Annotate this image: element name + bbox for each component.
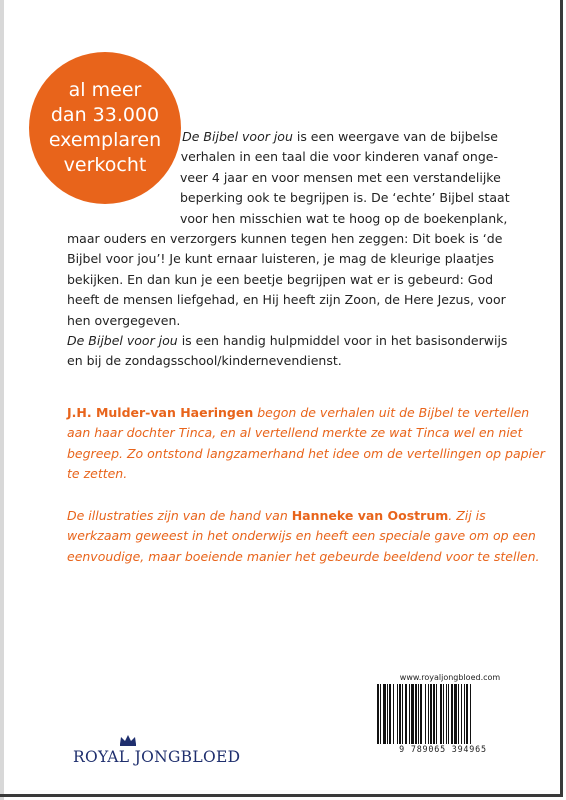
illustrator-paragraph [67, 506, 540, 567]
barcode [376, 684, 509, 744]
text-line: hen overgegeven. [67, 312, 181, 328]
text-line: J.H. Mulder-van Haeringen begon de verhalen uit de Bijbel te vertellen [67, 405, 530, 420]
author-paragraph [67, 403, 545, 485]
intro-paragraph-top [180, 127, 510, 229]
text-line: heeft de mensen liefgehad, en Hij heeft zijn Zoon, de Here Jezus, voor [67, 292, 506, 308]
text-line: werkzaam geweest in het onderwijs en heeft een speciale gave om op een [67, 528, 536, 544]
text-line: veer 4 jaar en voor mensen met een verstandelijke [180, 169, 501, 185]
text-line: Bijbel voor jou’! Je kunt ernaar luisteren, je mag de kleurige plaatjes [67, 251, 495, 267]
badge-line: dan 33.000 [50, 104, 160, 126]
author-name: J.H. Mulder-van Haeringen [67, 405, 254, 420]
text-line: aan haar dochter Tinca, en al vertellend merkte ze wat Tinca wel en niet [67, 425, 523, 441]
publisher-logo [73, 744, 241, 768]
text-line: De illustraties zijn van de hand van Hanneke van Oostrum. Zij is [67, 508, 486, 523]
usage-paragraph [67, 331, 508, 372]
text-line: en bij de zondagsschool/kindernevendienst. [67, 353, 342, 369]
illustrator-name: Hanneke van Oostrum [291, 508, 449, 523]
text-line: te zetten. [67, 466, 128, 482]
isbn-number: 9 789065 394965 [399, 744, 487, 754]
text-line: De Bijbel voor jou is een weergave van de bijbelse [182, 129, 498, 144]
text-line: beperking ook te begrijpen is. De ‘echte’ Bijbel staat [180, 190, 510, 206]
text-line: De Bijbel voor jou is een handig hulpmiddel voor in het basisonderwijs [67, 333, 508, 348]
badge-line: exemplaren [48, 129, 162, 151]
badge-line: verkocht [63, 154, 147, 176]
crown-icon [119, 734, 137, 746]
publisher-name: ROYAL JONGBLOED [73, 748, 241, 766]
text-line: voor hen misschien wat te hoog op de boekenplank, [180, 210, 508, 226]
text-line: bekijken. En dan kun je een beetje begrijpen wat er is gebeurd: God [67, 271, 494, 287]
text-line: eenvoudige, maar boeiende manier het gebeurde beeldend voor te stellen. [67, 548, 540, 564]
text-line: maar ouders en verzorgers kunnen tegen hen zeggen: Dit boek is ‘de [67, 231, 503, 246]
text-line: verhalen in een taal die voor kinderen vanaf onge- [180, 149, 498, 165]
text-line: begreep. Zo ontstond langzamerhand het idee om de vertellingen op papier [67, 445, 545, 461]
publisher-website: www.royaljongbloed.com [399, 673, 501, 682]
intro-paragraph-bottom [67, 229, 506, 331]
sales-badge [29, 52, 181, 204]
badge-line: al meer [68, 79, 142, 101]
